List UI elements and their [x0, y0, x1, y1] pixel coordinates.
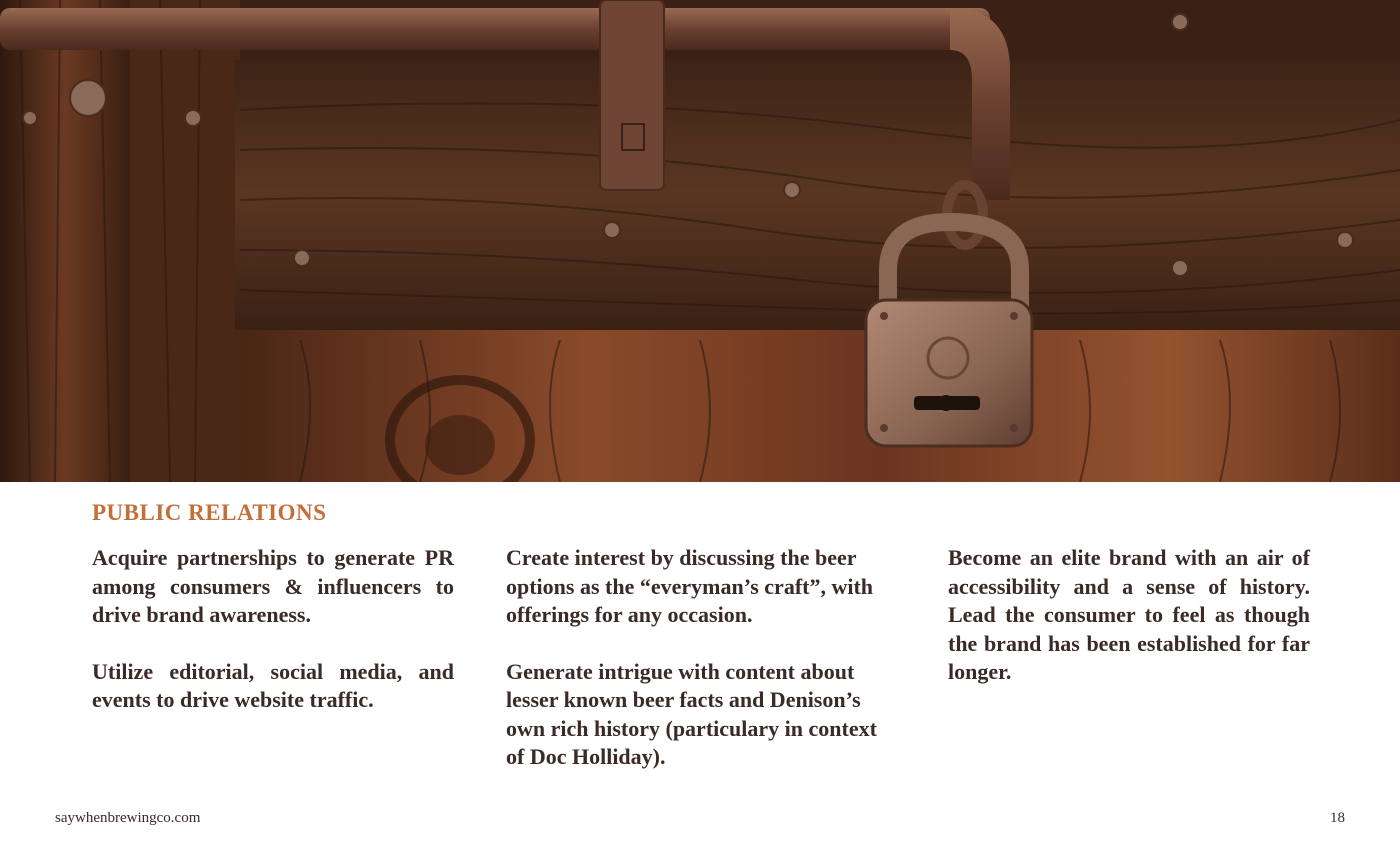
column-2-paragraph-2: Generate intrigue with content about lesser known beer facts and Denison’s own rich history (particulary in context of Doc Holliday). [506, 658, 877, 769]
column-1-paragraph-1: Acquire partnerships to generate PR among consumers & influencers to drive brand awareness. [92, 545, 454, 627]
column-2 [506, 544, 896, 800]
section-heading: PUBLIC RELATIONS [92, 500, 327, 525]
page-number: 18 [1330, 810, 1345, 826]
column-2-paragraph-1: Create interest by discussing the beer options as the “everyman’s craft”, with offerings for any occasion. [506, 545, 874, 627]
footer-url: saywhenbrewingco.com [55, 810, 201, 826]
column-1-paragraph-2: Utilize editorial, social media, and events to drive website traffic. [92, 658, 454, 712]
column-1 [92, 544, 454, 743]
column-3-paragraph-1: Become an elite brand with an air of accessibility and a sense of history. Lead the consumer to feel as though the brand has been established for far longer. [948, 545, 1310, 684]
column-3 [948, 544, 1310, 715]
